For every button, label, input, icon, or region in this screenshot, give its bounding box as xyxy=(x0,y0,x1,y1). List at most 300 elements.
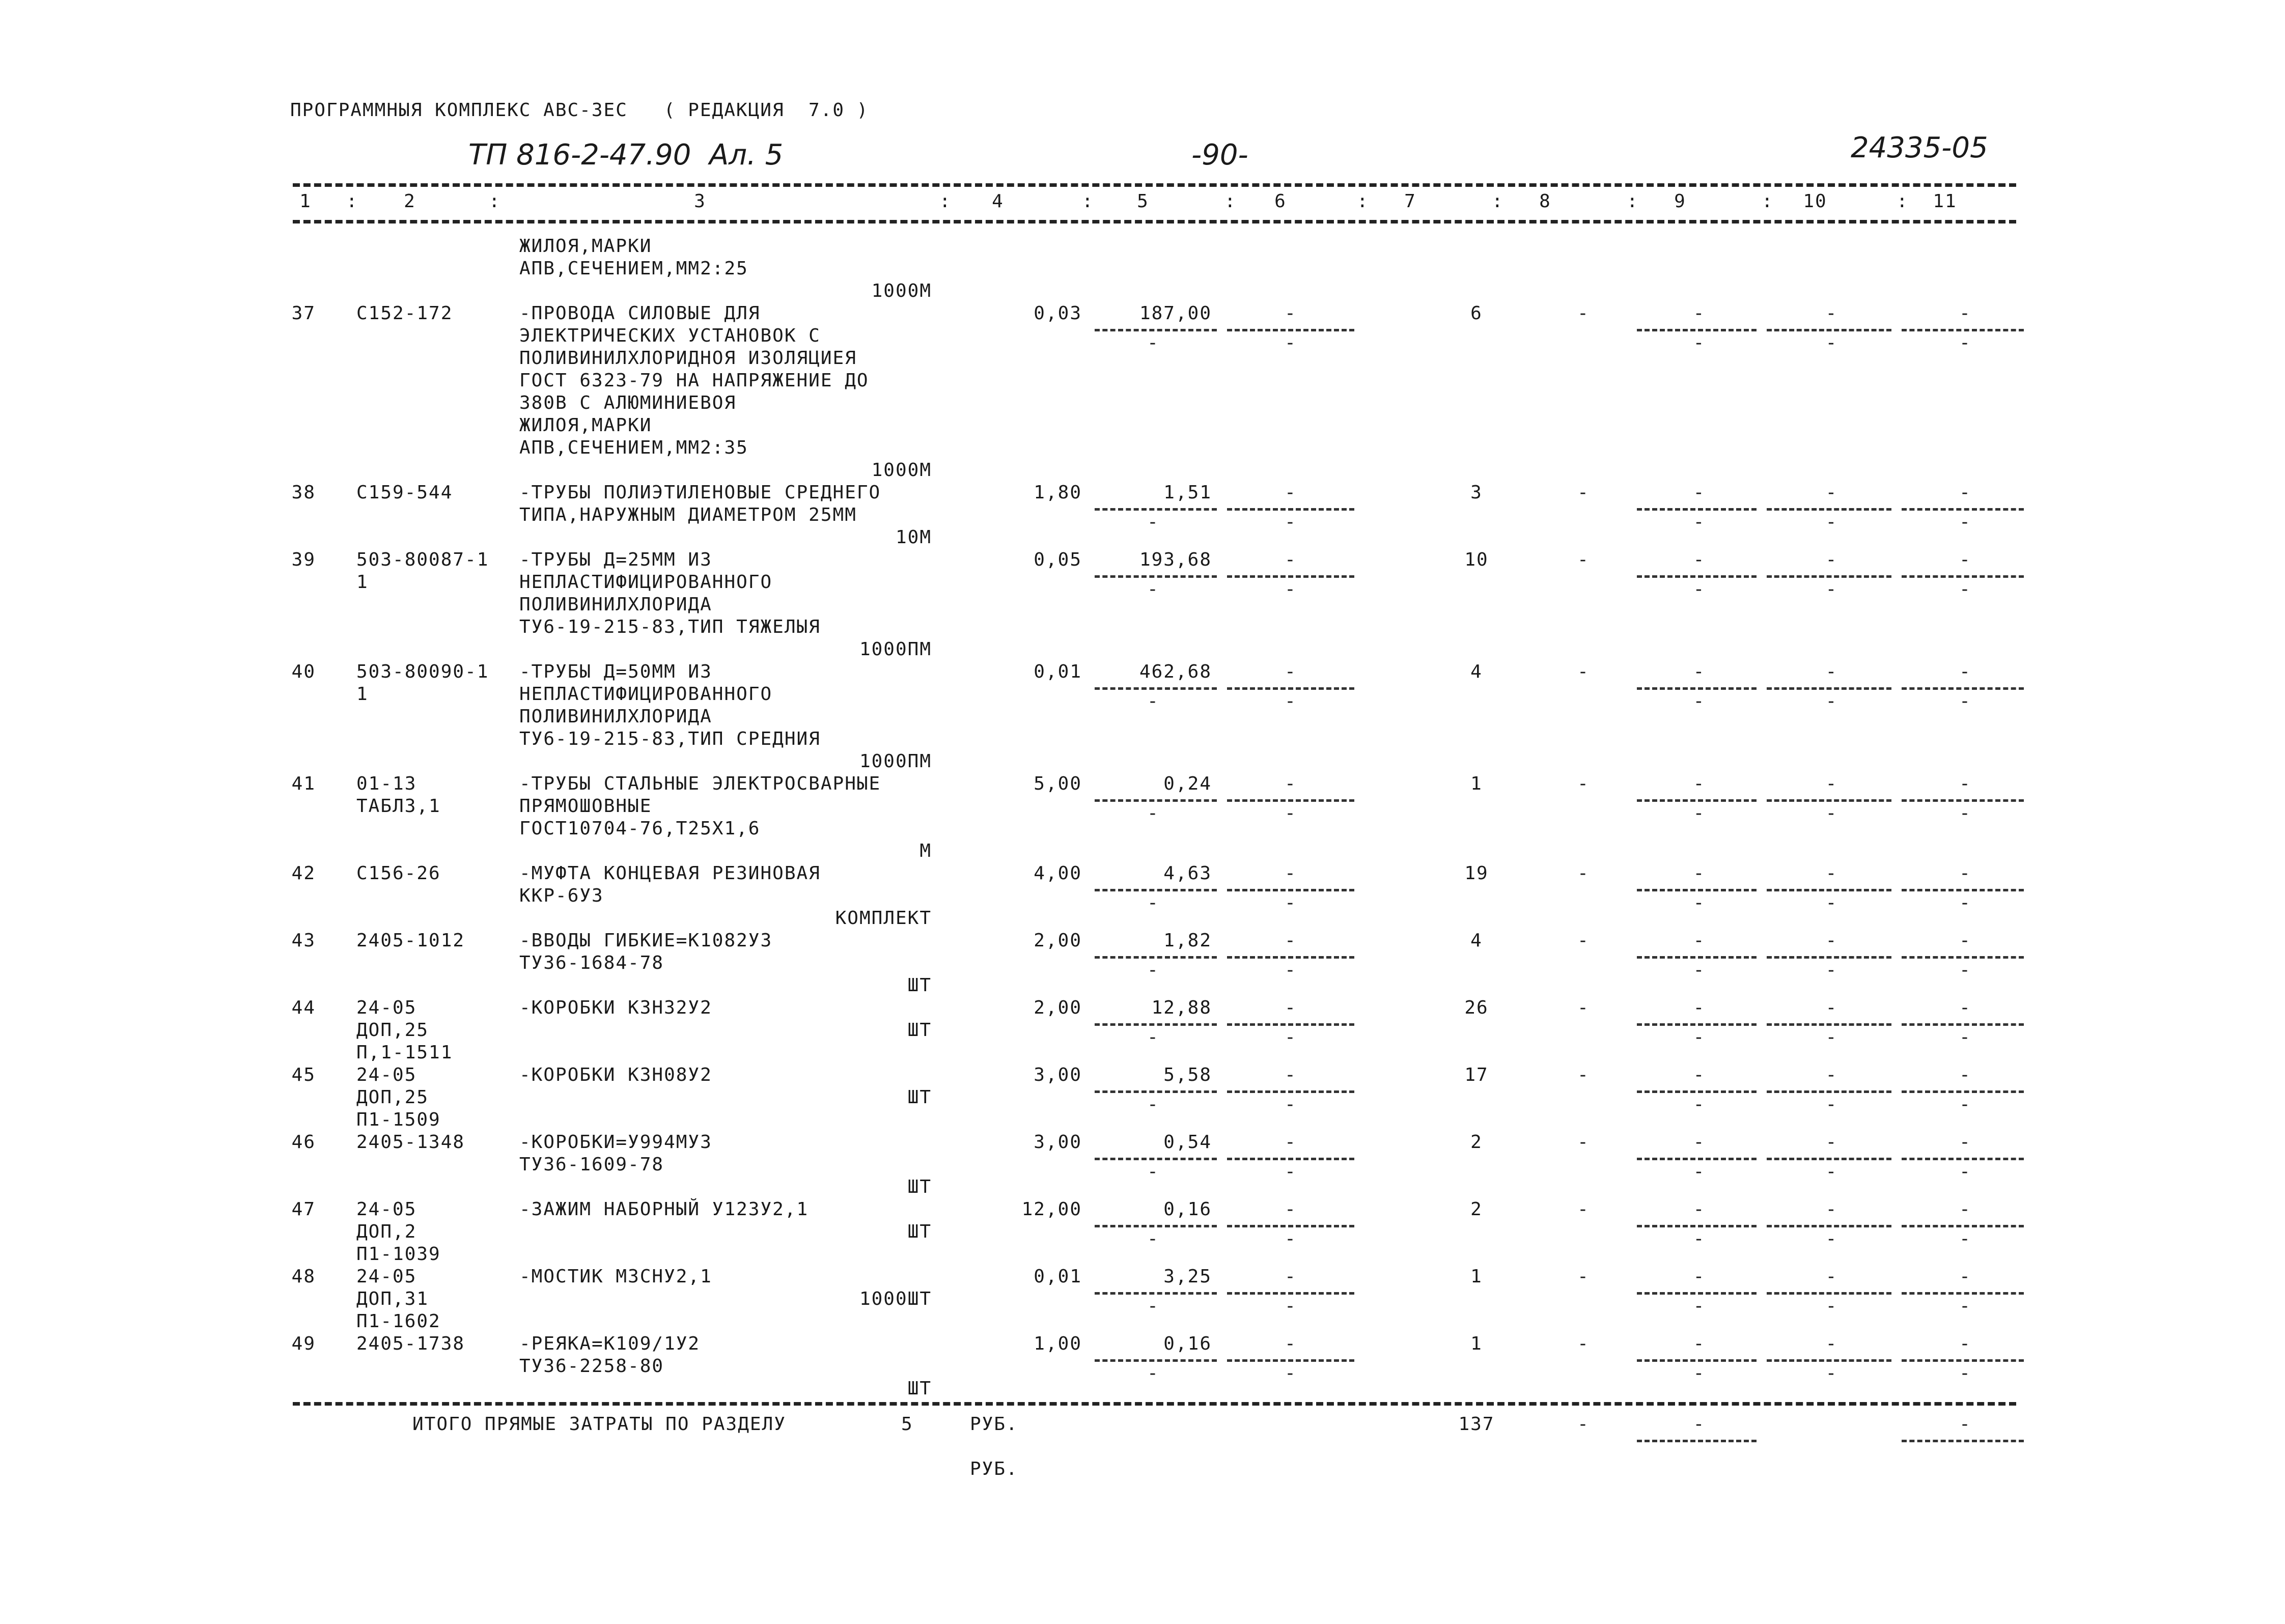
row-description: ТУ6-19-215-83,ТИП СРЕДНИЯ xyxy=(519,729,821,749)
cell-col11: - xyxy=(1959,1333,1971,1354)
cell-col9: - xyxy=(1693,773,1706,794)
subtotal-mark-col11: - xyxy=(1959,579,1971,600)
row-number: 47 xyxy=(291,1199,316,1220)
subtotal-dash-col9 xyxy=(1637,1225,1757,1227)
row-description: -МУФТА КОНЦЕВАЯ РЕЗИНОВАЯ xyxy=(519,863,821,884)
row-code: 503-80090-1 xyxy=(356,661,489,682)
total-col8: - xyxy=(1577,1414,1590,1435)
cell-col10: - xyxy=(1825,661,1838,682)
total-rule xyxy=(293,1402,2016,1406)
subtotal-dash-col11 xyxy=(1902,1292,2024,1295)
subtotal-dash-col5 xyxy=(1095,956,1217,959)
subtotal-dash-col11 xyxy=(1902,889,2024,891)
subtotal-mark-col6: - xyxy=(1285,1161,1297,1182)
subtotal-dash-col10 xyxy=(1767,1292,1891,1295)
subtotal-dash-col11 xyxy=(1902,575,2024,578)
total-label: ИТОГО ПРЯМЫЕ ЗАТРАТЫ ПО РАЗДЕЛУ xyxy=(412,1414,786,1435)
subtotal-mark-col11: - xyxy=(1959,1363,1971,1384)
subtotal-mark-col6: - xyxy=(1285,579,1297,600)
cell-col4: 1,00 xyxy=(1034,1333,1082,1354)
subtotal-mark-col6: - xyxy=(1285,1363,1297,1384)
subtotal-dash-col9 xyxy=(1637,687,1757,690)
column-separator: : xyxy=(346,191,358,212)
row-number: 44 xyxy=(291,997,316,1018)
subtotal-dash-col9 xyxy=(1637,1090,1757,1093)
row-number: 38 xyxy=(291,482,316,503)
subtotal-dash-col9 xyxy=(1637,799,1757,802)
subtotal-mark-col6: - xyxy=(1285,1228,1297,1249)
cell-col4: 2,00 xyxy=(1034,997,1082,1018)
cell-col5: 193,68 xyxy=(1139,549,1212,570)
subtotal-dash-col6 xyxy=(1227,799,1354,802)
subtotal-mark-col10: - xyxy=(1825,1296,1838,1317)
subtotal-dash-col9 xyxy=(1637,1158,1757,1160)
cell-col7: 6 xyxy=(1470,303,1483,324)
subtotal-mark-col9: - xyxy=(1693,1027,1706,1048)
total-section: 5 xyxy=(901,1414,913,1435)
subtotal-mark-col9: - xyxy=(1693,1228,1706,1249)
subtotal-mark-col5: - xyxy=(1147,803,1159,824)
subtotal-mark-col10: - xyxy=(1825,512,1838,533)
cell-col11: - xyxy=(1959,1266,1971,1287)
subtotal-dash-col5 xyxy=(1095,575,1217,578)
cell-col8: - xyxy=(1577,773,1590,794)
header-rule-bottom xyxy=(293,220,2016,223)
subtotal-mark-col11: - xyxy=(1959,960,1971,981)
subtotal-mark-col5: - xyxy=(1147,1228,1159,1249)
subtotal-dash-col11 xyxy=(1902,329,2024,331)
subtotal-mark-col9: - xyxy=(1693,691,1706,712)
subtotal-dash-col9 xyxy=(1637,575,1757,578)
column-header-3: 3 xyxy=(694,191,706,212)
row-description: -КОРОБКИ К3Н08У2 xyxy=(519,1065,712,1085)
cell-col8: - xyxy=(1577,1333,1590,1354)
row-code: 1 xyxy=(356,572,369,593)
row-description: ПОЛИВИНИЛХЛОРИДА xyxy=(519,706,712,727)
cell-col8: - xyxy=(1577,482,1590,503)
cell-col10: - xyxy=(1825,1333,1838,1354)
row-unit: М xyxy=(919,841,932,861)
subtotal-mark-col9: - xyxy=(1693,803,1706,824)
row-code: П,1-1511 xyxy=(356,1042,453,1063)
cell-col10: - xyxy=(1825,1065,1838,1085)
column-header-4: 4 xyxy=(992,191,1004,212)
subtotal-mark-col6: - xyxy=(1285,1094,1297,1115)
cell-col9: - xyxy=(1693,997,1706,1018)
cell-col6: - xyxy=(1285,549,1297,570)
cell-col7: 2 xyxy=(1470,1199,1483,1220)
subtotal-mark-col11: - xyxy=(1959,1027,1971,1048)
cell-col8: - xyxy=(1577,661,1590,682)
cell-col10: - xyxy=(1825,773,1838,794)
cell-col10: - xyxy=(1825,1266,1838,1287)
subtotal-mark-col11: - xyxy=(1959,1161,1971,1182)
document-reference: ТП 816-2-47.90 Ал. 5 xyxy=(468,138,784,172)
subtotal-mark-col10: - xyxy=(1825,1094,1838,1115)
row-description: НЕПЛАСТИФИЦИРОВАННОГО xyxy=(519,572,773,593)
total-dash-col11 xyxy=(1902,1440,2024,1442)
row-number: 45 xyxy=(291,1065,316,1085)
row-code: 24-05 xyxy=(356,1199,417,1220)
cell-col5: 0,16 xyxy=(1163,1333,1212,1354)
cell-col10: - xyxy=(1825,930,1838,951)
row-number: 49 xyxy=(291,1333,316,1354)
column-header-9: 9 xyxy=(1674,191,1686,212)
column-header-10: 10 xyxy=(1803,191,1827,212)
subtotal-dash-col9 xyxy=(1637,329,1757,331)
cell-col9: - xyxy=(1693,482,1706,503)
subtotal-dash-col11 xyxy=(1902,508,2024,511)
cell-col6: - xyxy=(1285,930,1297,951)
subtotal-dash-col5 xyxy=(1095,1158,1217,1160)
row-description: -РЕЯКА=К109/1У2 xyxy=(519,1333,701,1354)
row-unit: 1000М xyxy=(871,281,932,301)
row-code: П1-1509 xyxy=(356,1109,441,1130)
subtotal-dash-col5 xyxy=(1095,799,1217,802)
cell-col8: - xyxy=(1577,863,1590,884)
row-code: ДОП,25 xyxy=(356,1087,429,1108)
subtotal-dash-col6 xyxy=(1227,1023,1354,1026)
cell-col5: 0,16 xyxy=(1163,1199,1212,1220)
subtotal-mark-col6: - xyxy=(1285,512,1297,533)
column-separator: : xyxy=(1897,191,1909,212)
cell-col5: 12,88 xyxy=(1151,997,1212,1018)
row-unit: ШТ xyxy=(907,1378,932,1399)
subtotal-dash-col6 xyxy=(1227,1359,1354,1362)
subtotal-dash-col10 xyxy=(1767,329,1891,331)
subtotal-mark-col9: - xyxy=(1693,1094,1706,1115)
row-number: 43 xyxy=(291,930,316,951)
cell-col11: - xyxy=(1959,1065,1971,1085)
row-unit: ШТ xyxy=(907,1087,932,1108)
subtotal-mark-col5: - xyxy=(1147,1363,1159,1384)
subtotal-mark-col9: - xyxy=(1693,960,1706,981)
subtotal-mark-col9: - xyxy=(1693,1161,1706,1182)
row-code: 2405-1012 xyxy=(356,930,465,951)
column-separator: : xyxy=(1224,191,1237,212)
subtotal-dash-col9 xyxy=(1637,1023,1757,1026)
column-header-11: 11 xyxy=(1933,191,1957,212)
subtotal-dash-col6 xyxy=(1227,508,1354,511)
subtotal-dash-col11 xyxy=(1902,1158,2024,1160)
row-unit: ШТ xyxy=(907,975,932,996)
cell-col7: 10 xyxy=(1464,549,1489,570)
cell-col9: - xyxy=(1693,930,1706,951)
cell-col10: - xyxy=(1825,303,1838,324)
cell-col6: - xyxy=(1285,1065,1297,1085)
row-description: -ЗАЖИМ НАБОРНЫЙ У123У2,1 xyxy=(519,1199,809,1220)
cell-col11: - xyxy=(1959,549,1971,570)
row-description: ГОСТ 6323-79 НА НАПРЯЖЕНИЕ ДО xyxy=(519,370,869,391)
column-separator: : xyxy=(1082,191,1094,212)
cell-col11: - xyxy=(1959,863,1971,884)
subtotal-dash-col11 xyxy=(1902,1023,2024,1026)
row-description: ПОЛИВИНИЛХЛОРИДНОЯ ИЗОЛЯЦИЕЯ xyxy=(519,348,857,369)
row-description: -ТРУБЫ СТАЛЬНЫЕ ЭЛЕКТРОСВАРНЫЕ xyxy=(519,773,881,794)
subtotal-dash-col6 xyxy=(1227,1292,1354,1295)
row-code: С156-26 xyxy=(356,863,441,884)
subtotal-mark-col6: - xyxy=(1285,960,1297,981)
subtotal-dash-col6 xyxy=(1227,1225,1354,1227)
subtotal-mark-col5: - xyxy=(1147,579,1159,600)
subtotal-dash-col11 xyxy=(1902,799,2024,802)
row-description: ТУ36-2258-80 xyxy=(519,1356,664,1377)
subtotal-mark-col5: - xyxy=(1147,960,1159,981)
cell-col7: 1 xyxy=(1470,1333,1483,1354)
cell-col8: - xyxy=(1577,1132,1590,1153)
subtotal-dash-col9 xyxy=(1637,1292,1757,1295)
cell-col5: 1,51 xyxy=(1163,482,1212,503)
cell-col10: - xyxy=(1825,1132,1838,1153)
row-code: ДОП,2 xyxy=(356,1221,417,1242)
subtotal-mark-col5: - xyxy=(1147,691,1159,712)
page-number: -90- xyxy=(1191,138,1248,172)
subtotal-dash-col10 xyxy=(1767,508,1891,511)
subtotal-dash-col11 xyxy=(1902,1225,2024,1227)
cell-col6: - xyxy=(1285,1333,1297,1354)
row-description: ЖИЛОЯ,МАРКИ xyxy=(519,415,652,436)
subtotal-mark-col6: - xyxy=(1285,1296,1297,1317)
subtotal-mark-col9: - xyxy=(1693,332,1706,353)
subtotal-mark-col11: - xyxy=(1959,1228,1971,1249)
cell-col7: 17 xyxy=(1464,1065,1489,1085)
subtotal-mark-col10: - xyxy=(1825,1161,1838,1182)
cell-col7: 26 xyxy=(1464,997,1489,1018)
cell-col5: 462,68 xyxy=(1139,661,1212,682)
subtotal-mark-col9: - xyxy=(1693,1363,1706,1384)
row-code: П1-1039 xyxy=(356,1244,441,1265)
subtotal-dash-col6 xyxy=(1227,329,1354,331)
row-unit: 1000ПМ xyxy=(859,751,932,772)
subtotal-dash-col9 xyxy=(1637,889,1757,891)
row-code: С159-544 xyxy=(356,482,453,503)
subtotal-mark-col5: - xyxy=(1147,1094,1159,1115)
row-code: 1 xyxy=(356,684,369,705)
cell-col5: 5,58 xyxy=(1163,1065,1212,1085)
row-description: -ТРУБЫ Д=50ММ ИЗ xyxy=(519,661,712,682)
subtotal-dash-col11 xyxy=(1902,1359,2024,1362)
subtotal-mark-col6: - xyxy=(1285,892,1297,913)
cell-col4: 0,03 xyxy=(1034,303,1082,324)
row-unit: ШТ xyxy=(907,1221,932,1242)
row-code: 24-05 xyxy=(356,1266,417,1287)
subtotal-mark-col5: - xyxy=(1147,892,1159,913)
column-header-7: 7 xyxy=(1404,191,1416,212)
cell-col9: - xyxy=(1693,303,1706,324)
cell-col9: - xyxy=(1693,1065,1706,1085)
cell-col4: 12,00 xyxy=(1021,1199,1082,1220)
cell-col8: - xyxy=(1577,303,1590,324)
subtotal-dash-col11 xyxy=(1902,956,2024,959)
column-separator: : xyxy=(1492,191,1504,212)
column-separator: : xyxy=(939,191,952,212)
subtotal-mark-col5: - xyxy=(1147,512,1159,533)
cell-col7: 4 xyxy=(1470,661,1483,682)
cell-col5: 4,63 xyxy=(1163,863,1212,884)
cell-col11: - xyxy=(1959,997,1971,1018)
cell-col8: - xyxy=(1577,1199,1590,1220)
row-code: П1-1602 xyxy=(356,1311,441,1332)
row-description: АПВ,СЕЧЕНИЕМ,ММ2:35 xyxy=(519,437,748,458)
subtotal-mark-col11: - xyxy=(1959,332,1971,353)
cell-col7: 4 xyxy=(1470,930,1483,951)
cell-col6: - xyxy=(1285,1199,1297,1220)
row-description: ТУ36-1684-78 xyxy=(519,953,664,973)
subtotal-dash-col5 xyxy=(1095,1023,1217,1026)
row-description: ЖИЛОЯ,МАРКИ xyxy=(519,236,652,257)
cell-col6: - xyxy=(1285,482,1297,503)
column-header-2: 2 xyxy=(404,191,416,212)
subtotal-mark-col10: - xyxy=(1825,892,1838,913)
cell-col4: 1,80 xyxy=(1034,482,1082,503)
subtotal-dash-col5 xyxy=(1095,889,1217,891)
cell-col6: - xyxy=(1285,1266,1297,1287)
subtotal-mark-col9: - xyxy=(1693,512,1706,533)
subtotal-dash-col6 xyxy=(1227,687,1354,690)
program-header: ПРОГРАММНЫЯ КОМПЛЕКС АВС-ЗЕС ( РЕДАКЦИЯ 7.0 ) xyxy=(290,100,869,121)
cell-col8: - xyxy=(1577,1065,1590,1085)
row-description: ПОЛИВИНИЛХЛОРИДА xyxy=(519,594,712,615)
subtotal-dash-col9 xyxy=(1637,508,1757,511)
row-unit: ШТ xyxy=(907,1177,932,1197)
row-number: 37 xyxy=(291,303,316,324)
row-code: ДОП,31 xyxy=(356,1289,429,1309)
row-number: 41 xyxy=(291,773,316,794)
cell-col9: - xyxy=(1693,549,1706,570)
cell-col8: - xyxy=(1577,549,1590,570)
cell-col5: 0,54 xyxy=(1163,1132,1212,1153)
subtotal-dash-col10 xyxy=(1767,687,1891,690)
total-col11: - xyxy=(1959,1414,1971,1435)
cell-col11: - xyxy=(1959,482,1971,503)
cell-col7: 3 xyxy=(1470,482,1483,503)
row-description: ТУ6-19-215-83,ТИП ТЯЖЕЛЫЯ xyxy=(519,617,821,637)
subtotal-dash-col10 xyxy=(1767,1158,1891,1160)
subtotal-mark-col10: - xyxy=(1825,579,1838,600)
row-description: ПРЯМОШОВНЫЕ xyxy=(519,796,652,817)
cell-col6: - xyxy=(1285,863,1297,884)
subtotal-dash-col10 xyxy=(1767,799,1891,802)
cell-col4: 3,00 xyxy=(1034,1132,1082,1153)
subtotal-dash-col10 xyxy=(1767,956,1891,959)
subtotal-dash-col10 xyxy=(1767,575,1891,578)
row-unit: 1000ШТ xyxy=(859,1289,932,1309)
subtotal-mark-col5: - xyxy=(1147,1027,1159,1048)
row-code: С152-172 xyxy=(356,303,453,324)
subtotal-dash-col6 xyxy=(1227,1090,1354,1093)
cell-col9: - xyxy=(1693,863,1706,884)
row-unit: ШТ xyxy=(907,1020,932,1041)
subtotal-dash-col5 xyxy=(1095,508,1217,511)
cell-col11: - xyxy=(1959,930,1971,951)
subtotal-mark-col11: - xyxy=(1959,1296,1971,1317)
row-description: АПВ,СЕЧЕНИЕМ,ММ2:25 xyxy=(519,258,748,279)
cell-col7: 1 xyxy=(1470,773,1483,794)
subtotal-dash-col10 xyxy=(1767,1090,1891,1093)
row-description: НЕПЛАСТИФИЦИРОВАННОГО xyxy=(519,684,773,705)
total-currency-2: РУБ. xyxy=(970,1459,1018,1479)
row-code: ТАБЛ3,1 xyxy=(356,796,441,817)
row-unit: 1000ПМ xyxy=(859,639,932,660)
cell-col4: 3,00 xyxy=(1034,1065,1082,1085)
row-unit: 10М xyxy=(895,527,932,548)
subtotal-mark-col5: - xyxy=(1147,1161,1159,1182)
cell-col4: 4,00 xyxy=(1034,863,1082,884)
row-number: 48 xyxy=(291,1266,316,1287)
cell-col11: - xyxy=(1959,773,1971,794)
subtotal-dash-col5 xyxy=(1095,1090,1217,1093)
subtotal-mark-col5: - xyxy=(1147,332,1159,353)
cell-col4: 5,00 xyxy=(1034,773,1082,794)
subtotal-dash-col10 xyxy=(1767,1023,1891,1026)
cell-col10: - xyxy=(1825,863,1838,884)
cell-col6: - xyxy=(1285,773,1297,794)
row-description: ККР-6У3 xyxy=(519,885,604,906)
subtotal-dash-col10 xyxy=(1767,1225,1891,1227)
subtotal-dash-col5 xyxy=(1095,1225,1217,1227)
cell-col11: - xyxy=(1959,1132,1971,1153)
row-code: 24-05 xyxy=(356,1065,417,1085)
subtotal-dash-col10 xyxy=(1767,889,1891,891)
cell-col10: - xyxy=(1825,997,1838,1018)
subtotal-dash-col10 xyxy=(1767,1359,1891,1362)
row-code: ДОП,25 xyxy=(356,1020,429,1041)
subtotal-dash-col5 xyxy=(1095,1359,1217,1362)
row-code: 2405-1738 xyxy=(356,1333,465,1354)
total-col9: - xyxy=(1693,1414,1706,1435)
row-description: -ТРУБЫ Д=25ММ ИЗ xyxy=(519,549,712,570)
total-currency-1: РУБ. xyxy=(970,1414,1018,1435)
cell-col6: - xyxy=(1285,661,1297,682)
cell-col11: - xyxy=(1959,1199,1971,1220)
cell-col7: 1 xyxy=(1470,1266,1483,1287)
subtotal-dash-col6 xyxy=(1227,575,1354,578)
cell-col5: 187,00 xyxy=(1139,303,1212,324)
row-number: 46 xyxy=(291,1132,316,1153)
cell-col11: - xyxy=(1959,303,1971,324)
subtotal-mark-col9: - xyxy=(1693,1296,1706,1317)
row-description: ТУ36-1609-78 xyxy=(519,1154,664,1175)
column-header-5: 5 xyxy=(1137,191,1149,212)
subtotal-mark-col11: - xyxy=(1959,892,1971,913)
subtotal-dash-col6 xyxy=(1227,889,1354,891)
row-description: ЭЛЕКТРИЧЕСКИХ УСТАНОВОК С xyxy=(519,325,821,346)
cell-col5: 1,82 xyxy=(1163,930,1212,951)
cell-col7: 2 xyxy=(1470,1132,1483,1153)
subtotal-mark-col11: - xyxy=(1959,803,1971,824)
row-code: 01-13 xyxy=(356,773,417,794)
cell-col5: 3,25 xyxy=(1163,1266,1212,1287)
row-unit: 1000М xyxy=(871,460,932,481)
cell-col9: - xyxy=(1693,661,1706,682)
subtotal-mark-col10: - xyxy=(1825,1363,1838,1384)
row-code: 2405-1348 xyxy=(356,1132,465,1153)
subtotal-mark-col6: - xyxy=(1285,332,1297,353)
cell-col8: - xyxy=(1577,930,1590,951)
cell-col9: - xyxy=(1693,1333,1706,1354)
cell-col11: - xyxy=(1959,661,1971,682)
subtotal-mark-col5: - xyxy=(1147,1296,1159,1317)
subtotal-mark-col10: - xyxy=(1825,691,1838,712)
subtotal-mark-col6: - xyxy=(1285,691,1297,712)
row-number: 39 xyxy=(291,549,316,570)
cell-col4: 2,00 xyxy=(1034,930,1082,951)
row-number: 42 xyxy=(291,863,316,884)
cell-col8: - xyxy=(1577,997,1590,1018)
cell-col7: 19 xyxy=(1464,863,1489,884)
cell-col10: - xyxy=(1825,482,1838,503)
column-header-1: 1 xyxy=(299,191,312,212)
